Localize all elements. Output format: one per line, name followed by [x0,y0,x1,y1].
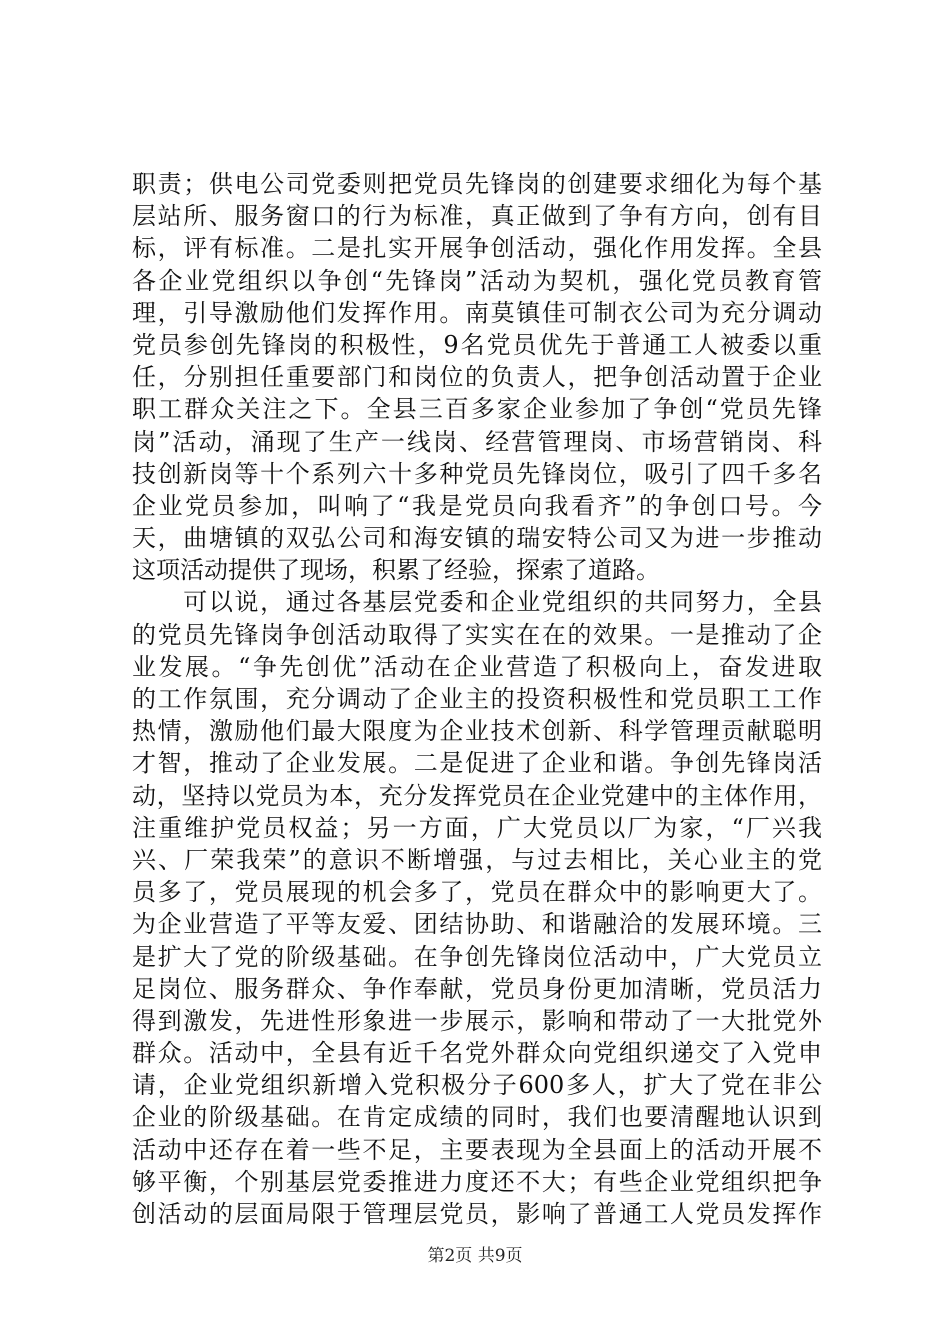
body-text [132,168,822,1230]
text-line: 是扩大了党的阶级基础。在争创先锋岗位活动中，广大党员立 [132,942,822,971]
text-line: 岗”活动，涌现了生产一线岗、经营管理岗、市场营销岗、科 [132,427,822,456]
text-line: 请，企业党组织新增入党积极分子600多人，扩大了党在非公 [132,1071,822,1100]
text-line: 层站所、服务窗口的行为标准，真正做到了争有方向，创有目 [132,202,822,231]
text-line: 才智，推动了企业发展。二是促进了企业和谐。争创先锋岗活 [132,749,822,778]
text-line: 为企业营造了平等友爱、团结协助、和谐融洽的发展环境。三 [132,910,822,939]
text-line: 任，分别担任重要部门和岗位的负责人，把争创活动置于企业 [132,363,822,392]
text-line: 职责；供电公司党委则把党员先锋岗的创建要求细化为每个基 [132,170,822,198]
text-line: 理，引导激励他们发挥作用。南莫镇佳可制衣公司为充分调动 [132,298,822,327]
text-line: 技创新岗等十个系列六十多种党员先锋岗位，吸引了四千多名 [132,459,822,488]
text-line: 动，坚持以党员为本，充分发挥党员在企业党建中的主体作用， [132,781,822,810]
text-line: 群众。活动中，全县有近千名党外群众向党组织递交了入党申 [132,1039,822,1068]
text-line: 的党员先锋岗争创活动取得了实实在在的效果。一是推动了企 [132,620,822,649]
text-line: 员多了，党员展现的机会多了，党员在群众中的影响更大了。 [132,878,822,907]
text-line: 够平衡，个别基层党委推进力度还不大；有些企业党组织把争 [132,1167,822,1196]
text-line: 天，曲塘镇的双弘公司和海安镇的瑞安特公司又为进一步推动 [132,524,822,553]
text-line: 职工群众关注之下。全县三百多家企业参加了争创“党员先锋 [132,395,822,424]
text-line: 这项活动提供了现场，积累了经验，探索了道路。 [132,556,660,585]
page-number-footer: 第2页 共9页 [427,1246,523,1266]
text-line: 的工作氛围，充分调动了企业主的投资积极性和党员职工工作 [132,685,822,713]
text-line: 业发展。“争先创优”活动在企业营造了积极向上，奋发进取 [132,652,822,681]
text-line: 企业的阶级基础。在肯定成绩的同时，我们也要清醒地认识到 [132,1103,822,1132]
text-line: 可以说，通过各基层党委和企业党组织的共同努力，全县 [132,588,822,617]
text-line: 注重维护党员权益；另一方面，广大党员以厂为家，“厂兴我 [132,813,822,842]
text-line: 标，评有标准。二是扎实开展争创活动，强化作用发挥。全县 [132,234,822,263]
text-line: 企业党员参加，叫响了“我是党员向我看齐”的争创口号。今 [132,491,822,520]
text-line: 兴、厂荣我荣”的意识不断增强，与过去相比，关心业主的党 [132,845,822,874]
text-line: 得到激发，先进性形象进一步展示，影响和带动了一大批党外 [132,1006,822,1035]
text-line: 活动中还存在着一些不足，主要表现为全县面上的活动开展不 [132,1135,822,1164]
text-line: 足岗位、服务群众、争作奉献，党员身份更加清晰，党员活力 [132,974,822,1003]
text-line: 各企业党组织以争创“先锋岗”活动为契机，强化党员教育管 [132,266,822,295]
text-line: 热情，激励他们最大限度为企业技术创新、科学管理贡献聪明 [132,717,822,746]
text-line: 创活动的层面局限于管理层党员，影响了普通工人党员发挥作 [132,1200,822,1228]
text-line: 党员参创先锋岗的积极性，9名党员优先于普通工人被委以重 [132,330,822,359]
